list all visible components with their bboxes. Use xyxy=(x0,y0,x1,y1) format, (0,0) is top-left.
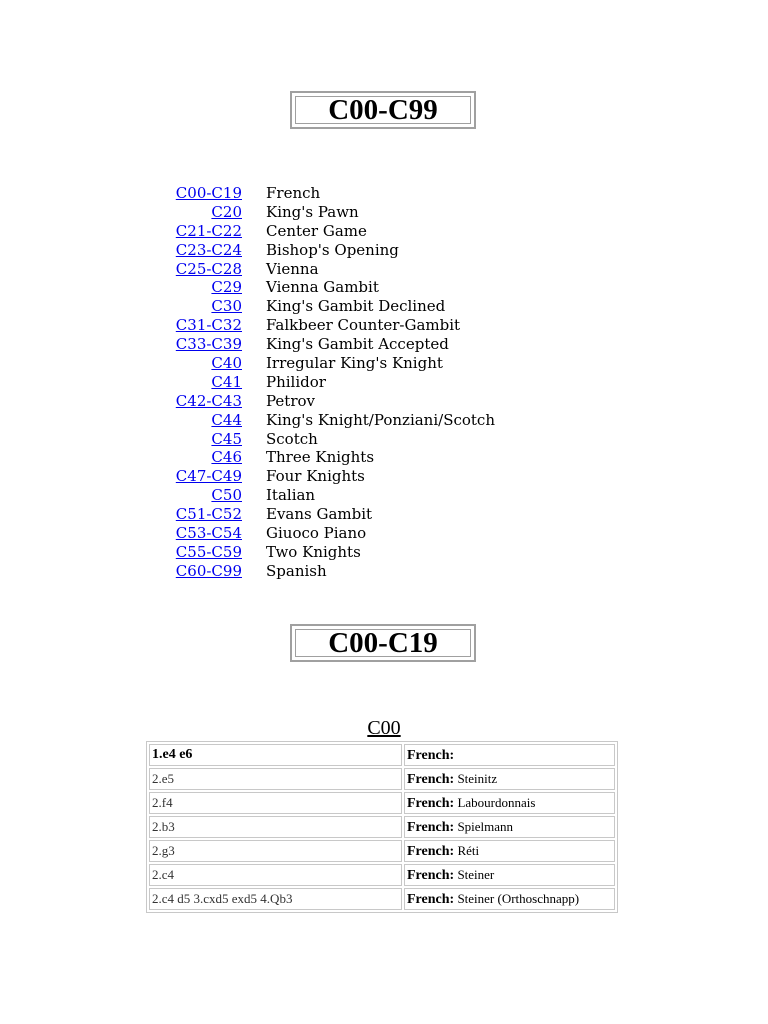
eco-range-link[interactable]: C33-C39 xyxy=(175,335,242,354)
opening-family: French: xyxy=(407,819,455,835)
opening-name: Vienna Gambit xyxy=(266,278,379,297)
table-row xyxy=(149,768,615,790)
moves-cell: 2.f4 xyxy=(149,792,402,814)
opening-cell xyxy=(404,816,615,838)
moves-cell: 2.b3 xyxy=(149,816,402,838)
eco-range-link[interactable]: C00-C19 xyxy=(175,184,242,202)
moves-cell: 2.g3 xyxy=(149,840,402,862)
eco-range-link[interactable]: C20 xyxy=(211,202,242,221)
eco-range-link[interactable]: C41 xyxy=(211,372,242,391)
eco-range-link[interactable]: C47-C49 xyxy=(175,467,242,486)
section-title: C00-C19 xyxy=(328,626,438,659)
opening-name: Philidor xyxy=(266,372,326,391)
opening-name: Two Knights xyxy=(266,542,361,561)
table-row xyxy=(149,840,615,862)
eco-range-link[interactable]: C25-C28 xyxy=(175,259,242,278)
table-row xyxy=(149,744,615,766)
eco-range-link[interactable]: C42-C43 xyxy=(175,391,242,410)
opening-family: French: xyxy=(407,771,455,787)
openings-table xyxy=(146,741,618,913)
table-row xyxy=(149,864,615,886)
opening-name: Irregular King's Knight xyxy=(266,354,443,373)
opening-cell xyxy=(404,888,615,910)
eco-range-link[interactable]: C45 xyxy=(211,429,242,448)
main-title-box xyxy=(290,91,476,129)
opening-name: Petrov xyxy=(266,391,315,410)
eco-range-link[interactable]: C30 xyxy=(211,297,242,316)
eco-range-link[interactable]: C53-C54 xyxy=(175,524,242,543)
opening-family: French: xyxy=(407,891,455,907)
opening-name: King's Pawn xyxy=(266,202,359,221)
main-title: C00-C99 xyxy=(328,93,438,126)
variation-name: Réti xyxy=(457,842,480,858)
eco-range-link[interactable]: C55-C59 xyxy=(175,542,242,561)
opening-cell xyxy=(404,840,615,862)
opening-cell xyxy=(404,768,615,790)
opening-name: Center Game xyxy=(266,221,367,240)
eco-range-link[interactable]: C29 xyxy=(211,278,242,297)
opening-cell xyxy=(404,792,615,814)
moves-cell: 1.e4 e6 xyxy=(149,744,402,766)
table-row xyxy=(149,792,615,814)
opening-name: French xyxy=(266,184,321,202)
opening-name: Bishop's Opening xyxy=(266,240,399,259)
table-row xyxy=(149,816,615,838)
variation-name: Steiner (Orthoschnapp) xyxy=(457,890,580,906)
eco-range-link[interactable]: C50 xyxy=(211,486,242,505)
eco-range-link[interactable]: C31-C32 xyxy=(175,316,242,335)
opening-cell xyxy=(404,744,615,766)
variation-name: Spielmann xyxy=(457,818,514,834)
opening-name: Italian xyxy=(266,486,316,505)
opening-name: Four Knights xyxy=(266,467,365,486)
opening-name: King's Gambit Declined xyxy=(266,297,446,316)
eco-range-link[interactable]: C23-C24 xyxy=(175,240,242,259)
moves-cell: 2.e5 xyxy=(149,768,402,790)
opening-family: French: xyxy=(407,795,455,811)
opening-name: Scotch xyxy=(266,429,318,448)
opening-cell xyxy=(404,864,615,886)
opening-name: Vienna xyxy=(266,259,319,278)
opening-name: King's Knight/Ponziani/Scotch xyxy=(266,410,495,429)
moves-cell: 2.c4 xyxy=(149,864,402,886)
opening-name: Falkbeer Counter-Gambit xyxy=(266,316,461,335)
eco-range-link[interactable]: C60-C99 xyxy=(175,561,242,580)
variation-name: Labourdonnais xyxy=(457,794,536,810)
eco-code-heading: C00 xyxy=(367,717,401,739)
variation-name: Steinitz xyxy=(457,770,498,786)
eco-range-link[interactable]: C21-C22 xyxy=(175,221,242,240)
opening-name: King's Gambit Accepted xyxy=(266,335,449,354)
section-title-box xyxy=(290,624,476,662)
variation-name: Steiner xyxy=(457,866,495,882)
opening-name: Evans Gambit xyxy=(266,505,373,524)
eco-range-link[interactable]: C51-C52 xyxy=(175,505,242,524)
opening-family: French: xyxy=(407,747,455,763)
opening-name: Three Knights xyxy=(266,448,375,467)
eco-range-link[interactable]: C40 xyxy=(211,354,242,373)
eco-range-link[interactable]: C44 xyxy=(211,410,242,429)
table-row xyxy=(149,888,615,910)
opening-family: French: xyxy=(407,843,455,859)
moves-cell: 2.c4 d5 3.cxd5 exd5 4.Qb3 xyxy=(149,888,402,910)
eco-range-link[interactable]: C46 xyxy=(211,448,242,467)
opening-name: Spanish xyxy=(266,561,327,580)
opening-name: Giuoco Piano xyxy=(266,524,367,543)
opening-family: French: xyxy=(407,867,455,883)
